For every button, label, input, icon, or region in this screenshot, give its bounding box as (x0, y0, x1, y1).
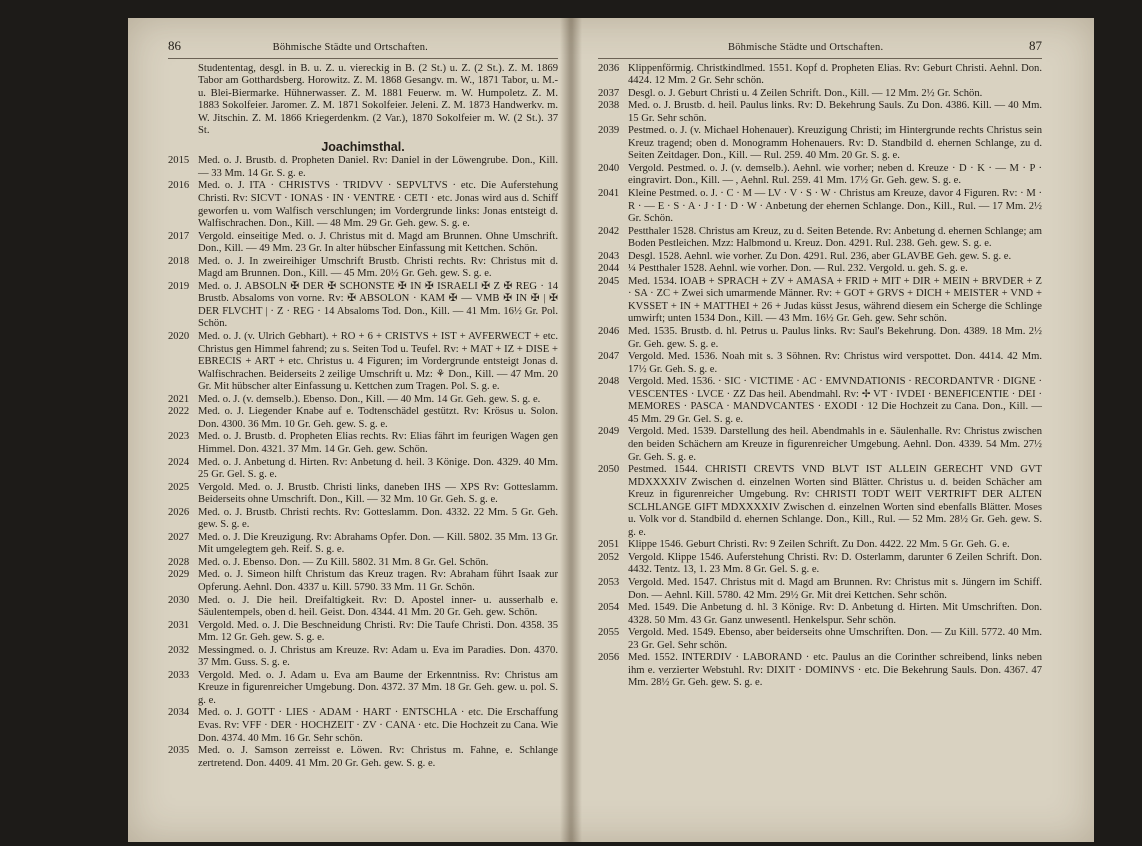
entry-number: 2052 (598, 551, 620, 563)
catalog-entry (168, 431, 558, 456)
entry-text: Desgl. o. J. Geburt Christi u. 4 Zeilen Schrift. Don., Kill. — 12 Mm. 2½ Gr. Schön. (628, 87, 983, 99)
catalog-entry (598, 88, 1042, 101)
entry-text: Med. 1549. Die Anbetung d. hl. 3 Könige. Rv: D. Anbetung d. Hirten. Mit Umschriften. Don. 4328. 50 Mm. 43 Gr. Ganz unwesentl. Henkelspur. Sehr schön. (628, 602, 1042, 626)
entry-number: 2020 (168, 331, 190, 343)
catalog-entry (168, 457, 558, 482)
entry-text: Med. 1534. IOAB + SPRACH + ZV + AMASA + FRID + MIT + DIR + MEIN + BRVDER + Z · SA · ZC + Zwei sich umarmende Männer. Rv: + GOT + GRVS + DICH + MEISTER + VND + KVSSET + IN + MATTHEI + 26 + Judas küsst Jesus, während diesem ein Scherge die Schlinge umwirft; unten 1534 Don., Kill. — 43 Mm. 16½ Gr. Geh. gew. Sehr schön. (628, 275, 1042, 325)
entry-number: 2054 (598, 602, 620, 614)
catalog-entry (598, 100, 1042, 125)
entry-text: Med. o. J. Samson zerreisst e. Löwen. Rv: Christus m. Fahne, e. Schlange zertretend. Don. 4409. 41 Mm. 20 Gr. Geh. gew. S. g. e. (198, 745, 558, 769)
entry-text: Med. o. J. ABSOLN ✠ DER ✠ SCHONSTE ✠ IN ✠ ISRAELI ✠ Z ✠ REG · 14 Brustb. Absaloms von vorne. Rv: ✠ ABSOLON · KAM ✠ — VMB ✠ IN ✠ | ✠ DER FLVCHT | · Z · REG · 14 Absaloms Tod. Don., Kill. — 41 Mm. 16½ Gr. Pol. Schön. (198, 280, 558, 330)
catalog-entry (598, 263, 1042, 276)
entry-number: 2027 (168, 531, 190, 543)
entry-number: 2032 (168, 644, 190, 656)
catalog-entry (598, 251, 1042, 264)
catalog-entry (598, 326, 1042, 351)
entry-number: 2018 (168, 255, 190, 267)
catalog-entry (168, 707, 558, 745)
entry-number: 2042 (598, 225, 620, 237)
entry-number: 2036 (598, 62, 620, 74)
right-page-header (598, 40, 1042, 55)
catalog-entry (168, 507, 558, 532)
entry-text: Med. o. J. Die Kreuzigung. Rv: Abrahams Opfer. Don. — Kill. 5802. 35 Mm. 13 Gr. Mit umgelegtem geh. Reif. S. g. e. (198, 531, 558, 556)
catalog-entry (598, 276, 1042, 326)
entry-number: 2022 (168, 406, 190, 418)
entry-text: Pestthaler 1528. Christus am Kreuz, zu d. Seiten Betende. Rv: Anbetung d. ehernen Schlange; am Boden Pestleichen. Mzz: Halbmond u. Kreuz. Don. 4291. Rul. 238. Geh. gew. S. g. e. (628, 225, 1042, 250)
entry-number: 2051 (598, 539, 620, 551)
entry-text: Pestmed. 1544. CHRISTI CREVTS VND BLVT IST ALLEIN GERECHT VND GVT MDXXXXIV Zwischen d. einzelnen Worten sind Blätter. Christus u. d. beiden Schächer am Kreuz in figurenreicher Umgebung. Rv: CHRISTI TODT WEIT VERTRIFT DER ALTEN SCLHLANGE GIFT MDXXXXIV Zwischen d. einzelnen Worten sind ebenfalls Blätter. Moses u. Volk vor d. Standbild d. ehernen Schlange. Don., Kill., Rul. — 52 Mm. 28½ Gr. Geh. gew. S. g. e. (628, 464, 1042, 538)
catalog-entry (598, 464, 1042, 539)
catalog-entry (598, 163, 1042, 188)
entry-text: Klippe 1546. Geburt Christi. Rv: 9 Zeilen Schrift. Zu Don. 4422. 22 Mm. 5 Gr. Geh. G. e. (628, 539, 1010, 551)
entry-number: 2053 (598, 576, 620, 588)
entry-text: Vergold. Med. o. J. Die Beschneidung Christi. Rv: Die Taufe Christi. Don. 4358. 35 Mm. 12 Gr. Geh. gew. S. g. e. (198, 619, 558, 644)
entry-text: Med. o. J. Anbetung d. Hirten. Rv: Anbetung d. heil. 3 Könige. Don. 4329. 40 Mm. 25 Gr. Gel. S. g. e. (198, 456, 558, 481)
entry-number: 2030 (168, 594, 190, 606)
catalog-entry (168, 394, 558, 407)
entry-number: 2037 (598, 87, 620, 99)
entry-number: 2047 (598, 351, 620, 363)
catalog-entry (598, 627, 1042, 652)
catalog-entry (598, 226, 1042, 251)
entry-number: 2050 (598, 464, 620, 476)
intro-text: Studententag, desgl. in B. u. Z. u. viereckig in B. (2 St.) u. Z. (2 St.). Z. M. 1869 Tabor am Gotthardsberg. Horowitz. Z. M. 1868 Gesangv. m. W., 1871 Tabor, u. M.- u. Blei-Biermarke. Hühnerwasser. Z. M. 1881 Feuerw. m. W. Humpoletz. Z. M. 1883 Sokolfeier. Jaromer. Z. M. 1871 Sokolfeier. Jeleni. Z. M. 1873 Handwerkv. m. W. Jitschin. Z. M. 1866 Kriegerdenkm. (2 Var.), 1870 Sokolfeier m. W. (2 St.). 37 St. (198, 62, 558, 137)
entry-number: 2024 (168, 456, 190, 468)
catalog-entry (598, 125, 1042, 163)
header-rule (598, 58, 1042, 59)
entry-text: Med. o. J. Brustb. d. Propheten Daniel. Rv: Daniel in der Löwengrube. Don., Kill. — 33 Mm. 14 Gr. S. g. e. (198, 155, 558, 179)
entry-number: 2025 (168, 481, 190, 493)
catalog-entry (168, 281, 558, 331)
catalog-entry (168, 620, 558, 645)
catalog-entry (168, 256, 558, 281)
entry-text: Vergold. Pestmed. o. J. (v. demselb.). Aehnl. wie vorher; neben d. Kreuze · D · K · — M · P · eingravirt. Don., Kill. — , Aehnl. Rul. 259. 41 Mm. 17½ Gr. Geh. gew. S. g. e. (628, 162, 1042, 187)
entry-number: 2021 (168, 393, 190, 405)
catalog-entry (598, 552, 1042, 577)
catalog-entry (168, 645, 558, 670)
left-page-header (168, 40, 558, 55)
catalog-entry (168, 231, 558, 256)
entry-number: 2031 (168, 619, 190, 631)
entry-text: Med. o. J. (v. demselb.). Ebenso. Don., Kill. — 40 Mm. 14 Gr. Geh. gew. S. g. e. (198, 393, 541, 405)
entry-number: 2039 (598, 125, 620, 137)
catalog-entry (598, 577, 1042, 602)
entry-text: Vergold. Med. 1547. Christus mit d. Magd am Brunnen. Rv: Christus mit s. Jüngern im Schiff. Don. — Aehnl. Kill. 5780. 42 Mm. 29½ Gr. Mit drei Kettchen. Sehr schön. (628, 576, 1042, 601)
entry-text: Med. 1535. Brustb. d. hl. Petrus u. Paulus links. Rv: Saul's Bekehrung. Don. 4389. 18 Mm. 2½ Gr. Geh. gew. S. g. e. (628, 326, 1042, 350)
left-running-title: Böhmische Städte und Ortschaften. (272, 42, 428, 53)
right-page (598, 40, 1042, 690)
entry-text: Med. o. J. (v. Ulrich Gebhart). + RO + 6 + CRISTVS + IST + AVFERWECT + etc. Christus gen Himmel fahrend; zu s. Seiten Tod u. Teufel. Rv: + MAT + IZ + DISE + EBRECIS + ART + etc. Christus u. 4 Figuren; im Vordergrunde entsteigt Jonas d. Walfischrachen. Beiderseits 2 zeilige Umschrift u. Mz: ⚘ Don., Kill. — 47 Mm. 20 Gr. Mit hübscher alter Einfassung u. Kettchen zum Tragen. Pol. S. g. e. (198, 331, 558, 393)
entry-text: Messingmed. o. J. Christus am Kreuze. Rv: Adam u. Eva im Paradies. Don. 4370. 37 Mm. Guss. S. g. e. (198, 644, 558, 669)
entry-text: Kleine Pestmed. o. J. · C · M — LV · V · S · W · Christus am Kreuze, davor 4 Figuren. Rv: · M · R · — E · S · A · J · I · D · W · Anbetung der ehernen Schlange. Don., Kill., Rul. — 17 Mm. 2½ Gr. Schön. (628, 188, 1042, 225)
entry-text: Vergold. Med. o. J. Brustb. Christi links, daneben IHS — XPS Rv: Gotteslamm. Beiderseits ohne Umschrift. Don., Kill. — 32 Mm. 10 Gr. Geh. S. g. e. (198, 481, 558, 506)
section-title: Joachimsthal. (321, 139, 405, 154)
entry-text: Med. o. J. Brustb. Christi rechts. Rv: Gotteslamm. Don. 4332. 22 Mm. 5 Gr. Geh. gew. S. g. e. (198, 506, 558, 531)
entry-number: 2044 (598, 263, 620, 275)
entry-text: Pestmed. o. J. (v. Michael Hohenauer). Kreuzigung Christi; im Hintergrunde rechts Christus sein Kreuz tragend; oben d. Monogramm Hohenauers. Rv: D. Standbild d. ehernen Schlange, zu d. Seiten Zeitdager. Don., Kill. — Rul. 259. 40 Mm. 20 Gr. S. g. e. (628, 125, 1042, 162)
right-entry-list (598, 63, 1042, 690)
entry-number: 2034 (168, 707, 190, 719)
catalog-entry (168, 180, 558, 230)
entry-number: 2041 (598, 188, 620, 200)
entry-text: Med. o. J. Liegender Knabe auf e. Todtenschädel gestützt. Rv: Krösus u. Solon. Don. 4300. 36 Mm. 10 Gr. Geh. gew. S. g. e. (198, 406, 558, 430)
entry-number: 2023 (168, 431, 190, 443)
catalog-entry (598, 602, 1042, 627)
entry-number: 2040 (598, 162, 620, 174)
entry-number: 2046 (598, 326, 620, 338)
entry-number: 2038 (598, 100, 620, 112)
entry-text: Vergold. Med. 1539. Darstellung des heil. Abendmahls in e. Säulenhalle. Rv: Christus zwischen den beiden Schächern am Kreuze in figurenreicher Umgebung. Aehnl. Don. 4339. 54 Mm. 27½ Gr. Geh. S. g. e. (628, 426, 1042, 463)
catalog-entry (598, 652, 1042, 690)
entry-text: Vergold. Med. 1536. · SIC · VICTIME · AC · EMVNDATIONIS · RECORDANTVR · DIGNE · VESCENTES · LVCE · ZZ Das heil. Abendmahl. Rv: ✢ VT · IVDEI · BENEFICENTIE · DEI · MEMORES · PASCA · MANDVCANTES · EXODI · 12 Die Hochzeit zu Cana. Don., Kill. — 45 Mm. 29 Gr. Gel. S. g. e. (628, 376, 1042, 425)
entry-text: Med. o. J. GOTT · LIES · ADAM · HART · ENTSCHLA · etc. Die Erschaffung Evas. Rv: VFF · DER · HOCHZEIT · ZV · CANA · etc. Die Hochzeit zu Cana. Wie Don. 4374. 40 Mm. 16 Gr. Sehr schön. (198, 707, 558, 744)
entry-number: 2043 (598, 250, 620, 262)
catalog-entry (168, 532, 558, 557)
entry-number: 2049 (598, 426, 620, 438)
entry-number: 2029 (168, 569, 190, 581)
entry-text: Vergold. Med. 1549. Ebenso, aber beiderseits ohne Umschriften. Don. — Zu Kill. 5772. 40 Mm. 23 Gr. Gel. Sehr schön. (628, 627, 1042, 651)
entry-text: Vergold. Med. 1536. Noah mit s. 3 Söhnen. Rv: Christus wird verspottet. Don. 4414. 42 Mm. 17½ Gr. Geh. S. g. e. (628, 351, 1042, 375)
catalog-entry (168, 406, 558, 431)
entry-text: Vergold. Med. o. J. Adam u. Eva am Baume der Erkenntniss. Rv: Christus am Kreuze in figurenreicher Umgebung. Don. 4372. 37 Mm. 18 Gr. Geh. gew. u. pol. S. g. e. (198, 669, 558, 706)
entry-text: Med. 1552. INTERDIV · LABORAND · etc. Paulus an die Corinther schreibend, links neben ihm e. verzierter Webstuhl. Rv: DIXIT · DOMINVS · etc. Die Bekehrung Sauls. Don. 4367. 47 Mm. 28½ Gr. Geh. gew. S. g. e. (628, 652, 1042, 689)
entry-number: 2045 (598, 275, 620, 287)
entry-number: 2028 (168, 556, 190, 568)
catalog-entry (598, 188, 1042, 226)
entry-text: Med. o. J. Ebenso. Don. — Zu Kill. 5802. 31 Mm. 8 Gr. Gel. Schön. (198, 556, 489, 568)
catalog-entry (598, 63, 1042, 88)
entry-text: Med. o. J. Die heil. Dreifaltigkeit. Rv: D. Apostel inner- u. ausserhalb e. Säulentempels, oben d. heil. Geist. Don. 4344. 41 Mm. 20 Gr. Geh. gew. Schön. (198, 594, 558, 619)
entry-number: 2017 (168, 230, 190, 242)
catalog-entry (168, 155, 558, 180)
entry-text: Med. o. J. ITA · CHRISTVS · TRIDVV · SEPVLTVS · etc. Die Auferstehung Christi. Rv: SICVT · IONAS · IN · VENTRE · CETI · etc. Jonas wird aus d. Schiff geworfen u. vom Walfisch verschlungen; im Vordergrunde links: Jonas entsteigt d. Walfischrachen. Don., Kill. — 48 Mm. 29 Gr. Geh. gew. S. g. e. (198, 180, 558, 230)
entry-number: 2015 (168, 155, 190, 167)
entry-text: Med. o. J. Brustb. d. Propheten Elias rechts. Rv: Elias fährt im feurigen Wagen gen Himmel. Don. 4321. 37 Mm. 14 Gr. Geh. gew. Schön. (198, 431, 558, 455)
catalog-entry (168, 482, 558, 507)
left-entry-list (168, 155, 558, 770)
catalog-entry (168, 331, 558, 394)
entry-number: 2056 (598, 652, 620, 664)
catalog-entry (168, 745, 558, 770)
entry-number: 2048 (598, 376, 620, 388)
catalog-entry (598, 376, 1042, 426)
entry-number: 2033 (168, 669, 190, 681)
catalog-entry (168, 595, 558, 620)
catalog-entry (168, 557, 558, 570)
book-gutter (560, 18, 582, 842)
left-page-number: 86 (168, 38, 181, 53)
header-rule (168, 58, 558, 59)
entry-text: Med. o. J. Brustb. d. heil. Paulus links. Rv: D. Bekehrung Sauls. Zu Don. 4386. Kill. — 40 Mm. 15 Gr. Sehr schön. (628, 100, 1042, 124)
entry-number: 2035 (168, 745, 190, 757)
entry-text: Vergold. Klippe 1546. Auferstehung Christi. Rv: D. Osterlamm, darunter 6 Zeilen Schrift. Don. 4432. Tentz. 13, 1. 23 Mm. 8 Gr. Gel. S. g. e. (628, 551, 1042, 576)
entry-text: Med. o. J. In zweireihiger Umschrift Brustb. Christi rechts. Rv: Christus mit d. Magd am Brunnen. Don., Kill. — 45 Mm. 20½ Gr. Geh. gew. S. g. e. (198, 255, 558, 280)
catalog-entry (598, 426, 1042, 464)
entry-number: 2055 (598, 627, 620, 639)
catalog-entry (598, 539, 1042, 552)
entry-text: ¼ Pestthaler 1528. Aehnl. wie vorher. Don. — Rul. 232. Vergold. u. geh. S. g. e. (628, 263, 968, 275)
catalog-entry (168, 569, 558, 594)
entry-text: Med. o. J. Simeon hilft Christum das Kreuz tragen. Rv: Abraham führt Isaak zur Opferung. Aehnl. Don. 4337 u. Kill. 5790. 33 Mm. 11 Gr. Schön. (198, 569, 558, 593)
left-page (168, 40, 558, 770)
entry-text: Klippenförmig. Christkindlmed. 1551. Kopf d. Propheten Elias. Rv: Geburt Christi. Aehnl. Don. 4424. 12 Mm. 2 Gr. Sehr schön. (628, 62, 1042, 87)
entry-number: 2026 (168, 506, 190, 518)
entry-number: 2019 (168, 280, 190, 292)
catalog-entry (598, 351, 1042, 376)
entry-text: Vergold. einseitige Med. o. J. Christus mit d. Magd am Brunnen. Ohne Umschrift. Don., Kill. — 49 Mm. 23 Gr. In alter hübscher Einfassung mit Kettchen. Schön. (198, 230, 558, 255)
catalog-entry (168, 670, 558, 708)
right-page-number: 87 (1029, 38, 1042, 53)
right-running-title: Böhmische Städte und Ortschaften. (728, 42, 884, 53)
entry-number: 2016 (168, 180, 190, 192)
entry-text: Desgl. 1528. Aehnl. wie vorher. Zu Don. 4291. Rul. 236, aber GLAVBE Geh. gew. S. g. e. (628, 250, 1012, 262)
